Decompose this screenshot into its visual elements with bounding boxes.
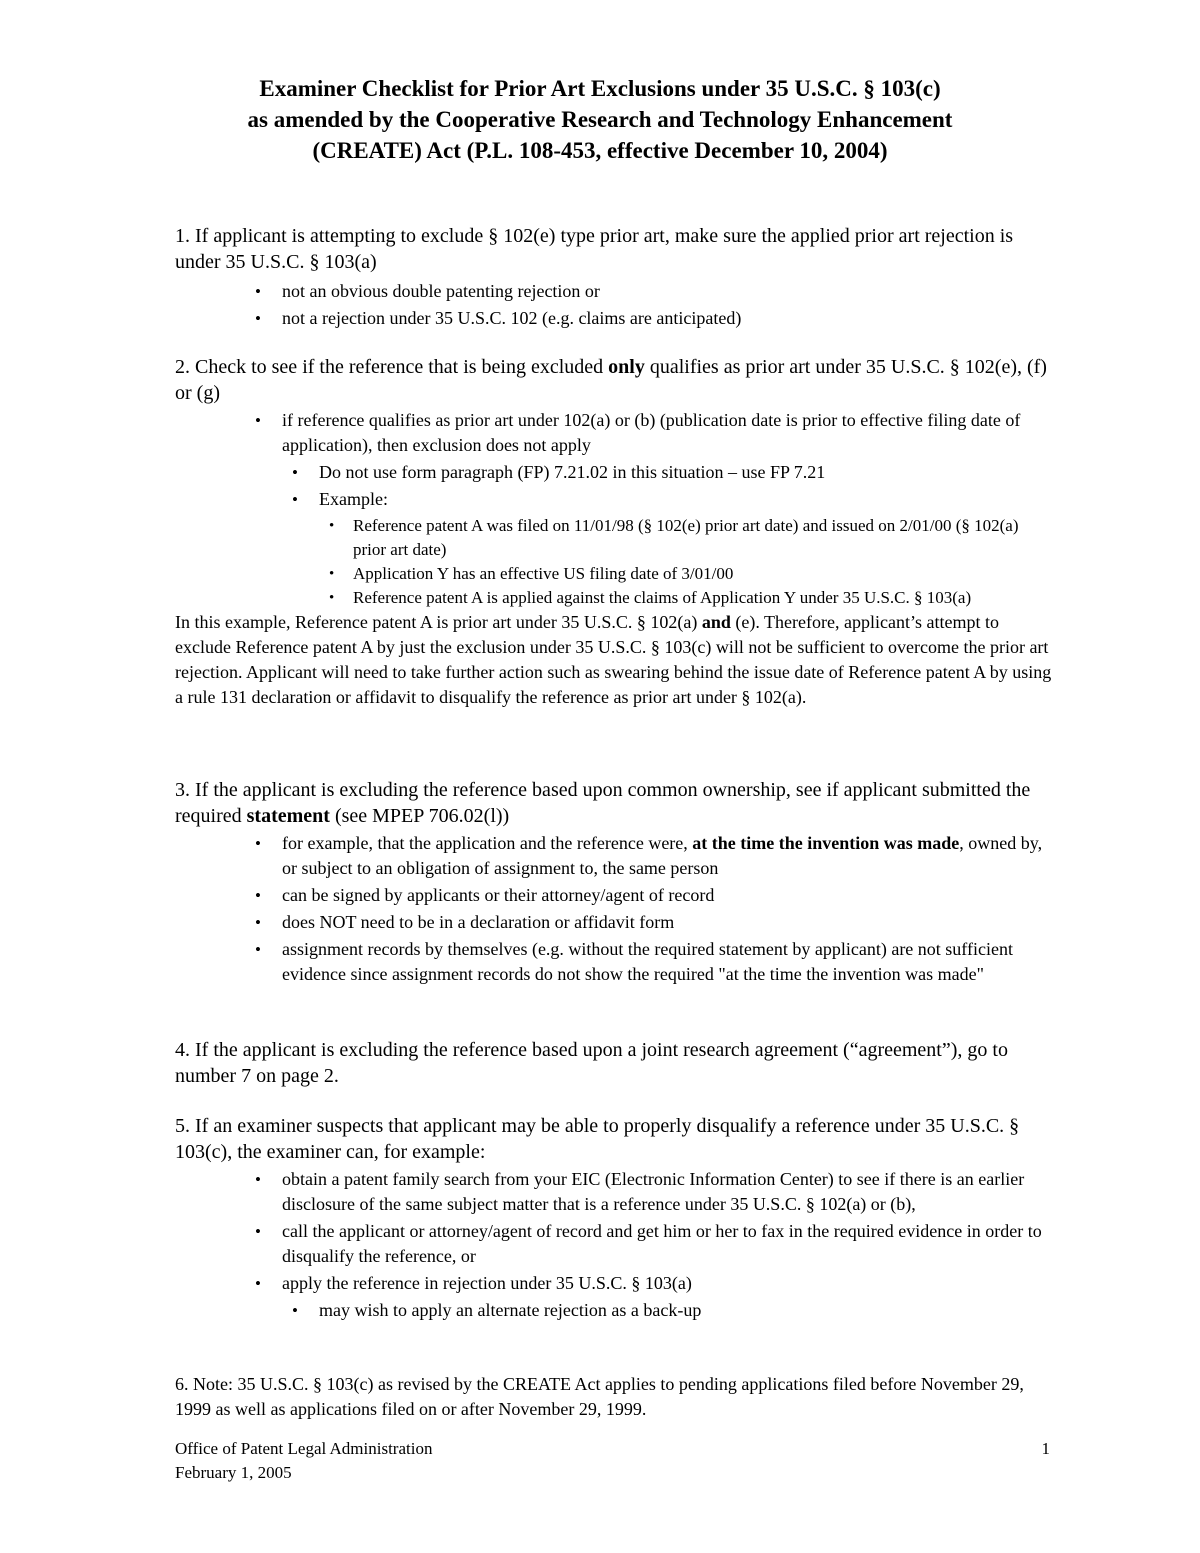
footer xyxy=(175,1437,432,1485)
list-item: • not an obvious double patenting rejection or xyxy=(282,279,1055,304)
list-item: • for example, that the application and the reference were, at the time the invention was made, owned by, or subject to an obligation of assignment to, the same person xyxy=(282,831,1055,881)
list-item: • apply the reference in rejection under 35 U.S.C. § 103(a) • may wish to apply an alternate rejection as a back-up xyxy=(282,1271,1055,1323)
list-item: • can be signed by applicants or their attorney/agent of record xyxy=(282,883,1055,908)
list-item: • obtain a patent family search from your EIC (Electronic Information Center) to see if there is an earlier disclosure of the same subject matter that is a reference under 35 U.S.C. § 102(a) or (b), xyxy=(282,1167,1055,1217)
footer-office: Office of Patent Legal Administration xyxy=(175,1439,433,1458)
list-item: • if reference qualifies as prior art under 102(a) or (b) (publication date is prior to effective filing date of application), then exclusion does not apply • Do not use form paragraph (FP) 7.21.02 in this situation – use FP 7.21 • Example: • Reference patent A was filed on 11/01/98 (§ 102(e) prior art date) and issued on 2/01/00 (§ 102(a) prior art date) • Application Y has an effective US filing date of 3/01/00 • Reference patent A is applied against the claims of Application Y under 35 U.S.C. § 103(a) xyxy=(282,408,1055,610)
checklist-item-1 xyxy=(175,223,1055,331)
item-1-bullets xyxy=(175,279,1055,331)
item-5-sub-bullets xyxy=(282,1298,1055,1323)
item-2-bullets xyxy=(175,408,1055,610)
list-item: • assignment records by themselves (e.g. without the required statement by applicant) are not sufficient evidence since assignment records do not show the required "at the time the invention was made" xyxy=(282,937,1055,987)
item-3-text: 3. If the applicant is excluding the reference based upon common ownership, see if applicant submitted the required statement (see MPEP 706.02(l)) xyxy=(175,779,1031,827)
document-title xyxy=(0,73,1200,166)
item-1-text: 1. If applicant is attempting to exclude § 102(e) type prior art, make sure the applied prior art rejection is under 35 U.S.C. § 103(a) xyxy=(175,225,1014,273)
item-5-text: 5. If an examiner suspects that applicant may be able to properly disqualify a reference under 35 U.S.C. § 103(c), the examiner can, for example: xyxy=(175,1115,1020,1163)
list-item: • Reference patent A was filed on 11/01/98 (§ 102(e) prior art date) and issued on 2/01/00 (§ 102(a) prior art date) xyxy=(353,514,1055,562)
checklist-item-5 xyxy=(175,1113,1055,1323)
item-6-text: 6. Note: 35 U.S.C. § 103(c) as revised by the CREATE Act applies to pending applications filed before November 29, 1999 as well as applications filed on or after November 29, 1999. xyxy=(175,1374,1024,1419)
list-item: • Application Y has an effective US filing date of 3/01/00 xyxy=(353,562,1055,586)
item-2-example-paragraph: In this example, Reference patent A is prior art under 35 U.S.C. § 102(a) and (e). Therefore, applicant’s attempt to exclude Reference patent A by just the exclusion under 35 U.S.C. § 103(c) will not be sufficient to overcome the prior art rejection. Applicant will need to take further action such as swearing behind the issue date of Reference patent A by using a rule 131 declaration or affidavit to disqualify the reference as prior art under § 102(a). xyxy=(175,612,1052,707)
list-item: • not a rejection under 35 U.S.C. 102 (e.g. claims are anticipated) xyxy=(282,306,1055,331)
item-4-text: 4. If the applicant is excluding the reference based upon a joint research agreement (“agreement”), go to number 7 on page 2. xyxy=(175,1039,1008,1087)
footer-date: February 1, 2005 xyxy=(175,1463,292,1482)
list-item: • call the applicant or attorney/agent of record and get him or her to fax in the required evidence in order to disqualify the reference, or xyxy=(282,1219,1055,1269)
item-2-example-bullets xyxy=(319,514,1055,610)
checklist-item-2 xyxy=(175,354,1055,710)
title-line-1: Examiner Checklist for Prior Art Exclusions under 35 U.S.C. § 103(c) xyxy=(259,76,941,101)
checklist-item-6 xyxy=(175,1372,1055,1422)
item-2-sub-bullets xyxy=(282,460,1055,610)
list-item: • Reference patent A is applied against the claims of Application Y under 35 U.S.C. § 103(a) xyxy=(353,586,1055,610)
list-item: • does NOT need to be in a declaration or affidavit form xyxy=(282,910,1055,935)
page-number: 1 xyxy=(1041,1439,1050,1458)
checklist-item-3 xyxy=(175,777,1055,987)
list-item: • Example: • Reference patent A was filed on 11/01/98 (§ 102(e) prior art date) and issued on 2/01/00 (§ 102(a) prior art date) • Application Y has an effective US filing date of 3/01/00 • Reference patent A is applied against the claims of Application Y under 35 U.S.C. § 103(a) xyxy=(319,487,1055,610)
title-line-3: (CREATE) Act (P.L. 108-453, effective December 10, 2004) xyxy=(312,138,888,163)
checklist-item-4 xyxy=(175,1037,1055,1089)
list-item: • Do not use form paragraph (FP) 7.21.02 in this situation – use FP 7.21 xyxy=(319,460,1055,485)
item-3-bullets xyxy=(175,831,1055,987)
list-item: • may wish to apply an alternate rejection as a back-up xyxy=(319,1298,1055,1323)
item-2-text: 2. Check to see if the reference that is being excluded only qualifies as prior art under 35 U.S.C. § 102(e), (f) or (g) xyxy=(175,356,1047,404)
title-line-2: as amended by the Cooperative Research and Technology Enhancement xyxy=(247,107,953,132)
item-5-bullets xyxy=(175,1167,1055,1323)
